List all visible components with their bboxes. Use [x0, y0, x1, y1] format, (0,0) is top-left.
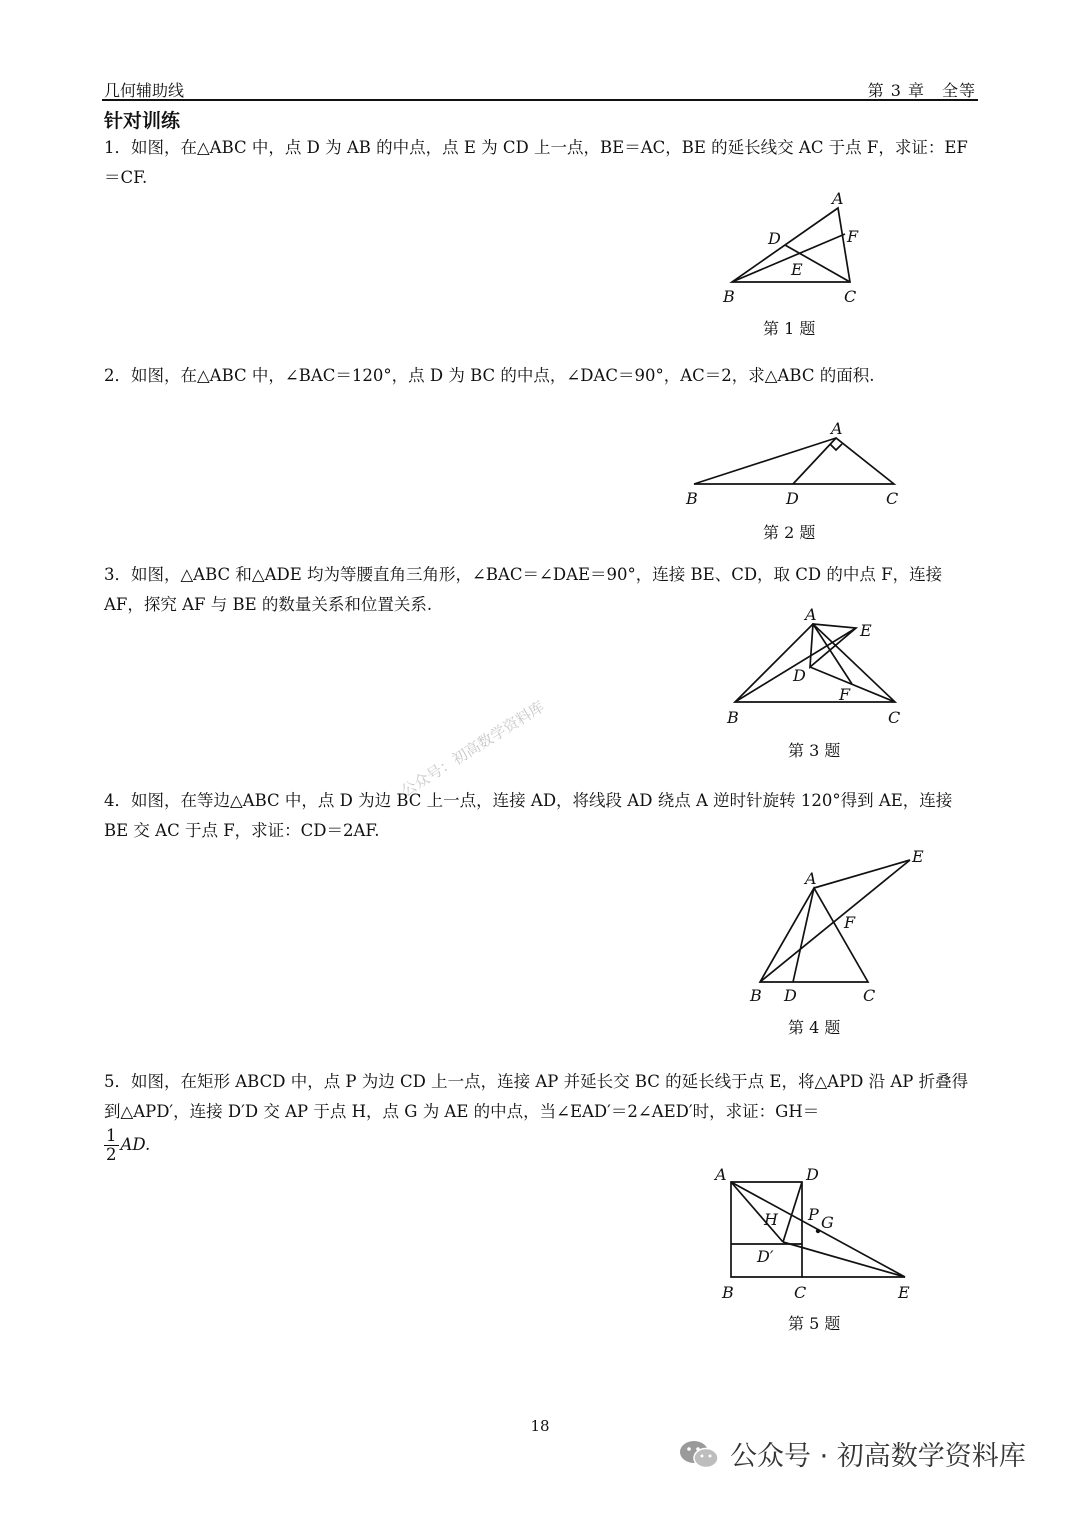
- section-title: 针对训练: [104, 110, 181, 132]
- problem-4-text: 4．如图，在等边△ABC 中，点 D 为边 BC 上一点，连接 AD，将线段 AD 绕点 A 逆时针旋转 120°得到 AE，连接 BE 交 AC 于点 F，求证：CD＝2AF.: [104, 791, 953, 840]
- fig3-label-B: B: [727, 708, 739, 727]
- footer-text: 公众号 · 初高数学资料库: [730, 1441, 1026, 1472]
- fig2-label-B: B: [686, 489, 698, 508]
- fig5-label-D-prime: D′: [757, 1247, 774, 1266]
- fig5-label-C: C: [794, 1283, 807, 1302]
- problem-5-caption: 第 5 题: [788, 1314, 841, 1333]
- fig3-label-C: C: [888, 708, 901, 727]
- footer-brand: [678, 1434, 1026, 1473]
- fig4-label-F: F: [844, 913, 856, 932]
- fig3-label-F: F: [839, 685, 851, 704]
- problem-5-tail: AD.: [120, 1135, 151, 1154]
- fig4-label-A: A: [805, 869, 817, 888]
- problem-4-caption: 第 4 题: [788, 1018, 841, 1037]
- fig4-label-D: D: [784, 986, 797, 1005]
- fig1-label-E: E: [791, 260, 803, 279]
- fig2-label-A: A: [831, 419, 843, 438]
- fig3-label-D: D: [793, 666, 806, 685]
- fig1-label-D: D: [768, 229, 781, 248]
- problem-3-caption: 第 3 题: [788, 741, 841, 760]
- problem-5-main: 5．如图，在矩形 ABCD 中，点 P 为边 CD 上一点，连接 AP 并延长交 BC 的延长线于点 E，将△APD 沿 AP 折叠得到△APD′，连接 D′D 交 AP 于点 H，点 G 为 AE 的中点，当∠EAD′＝2∠AED′时，求证：GH＝: [104, 1072, 969, 1121]
- fig2-label-D: D: [786, 489, 799, 508]
- wechat-icon: [678, 1439, 720, 1469]
- fraction-one-half: $\frac{1}{2}$: [106, 1126, 117, 1164]
- fig5-label-P: P: [808, 1205, 819, 1224]
- fig5-label-G: G: [821, 1213, 834, 1232]
- fig5-label-E: E: [898, 1283, 910, 1302]
- problem-2-caption: 第 2 题: [763, 523, 816, 542]
- fig5-label-A: A: [715, 1165, 727, 1184]
- fig3-label-A: A: [805, 605, 817, 624]
- fig2-label-C: C: [886, 489, 899, 508]
- fig5-label-B: B: [722, 1283, 734, 1302]
- problem-1-text: 1．如图，在△ABC 中，点 D 为 AB 的中点，点 E 为 CD 上一点，BE＝AC，BE 的延长线交 AC 于点 F，求证：EF＝CF.: [104, 138, 968, 187]
- fig1-label-C: C: [844, 287, 857, 306]
- fig4-label-C: C: [863, 986, 876, 1005]
- fig3-label-E: E: [860, 621, 872, 640]
- fig4-label-B: B: [750, 986, 762, 1005]
- watermark: 公众号：初高数学资料库: [398, 697, 548, 801]
- page-number: 18: [530, 1417, 550, 1435]
- problem-3-text: 3．如图，△ABC 和△ADE 均为等腰直角三角形，∠BAC＝∠DAE＝90°，连接 BE、CD，取 CD 的中点 F，连接 AF，探究 AF 与 BE 的数量关系和位置关系.: [104, 565, 943, 614]
- header-right: 第 3 章 全等: [867, 81, 976, 100]
- fig1-label-F: F: [847, 227, 859, 246]
- fig5-label-H: H: [764, 1210, 778, 1229]
- fig1-label-A: A: [832, 189, 844, 208]
- fig5-label-D: D: [806, 1165, 819, 1184]
- fig1-label-B: B: [723, 287, 735, 306]
- header-left: 几何辅助线: [104, 81, 185, 100]
- problem-1-caption: 第 1 题: [763, 319, 816, 338]
- fig4-label-E: E: [912, 847, 924, 866]
- problem-2-text: 2．如图，在△ABC 中，∠BAC＝120°，点 D 为 BC 的中点，∠DAC＝90°，AC＝2，求△ABC 的面积.: [104, 366, 875, 385]
